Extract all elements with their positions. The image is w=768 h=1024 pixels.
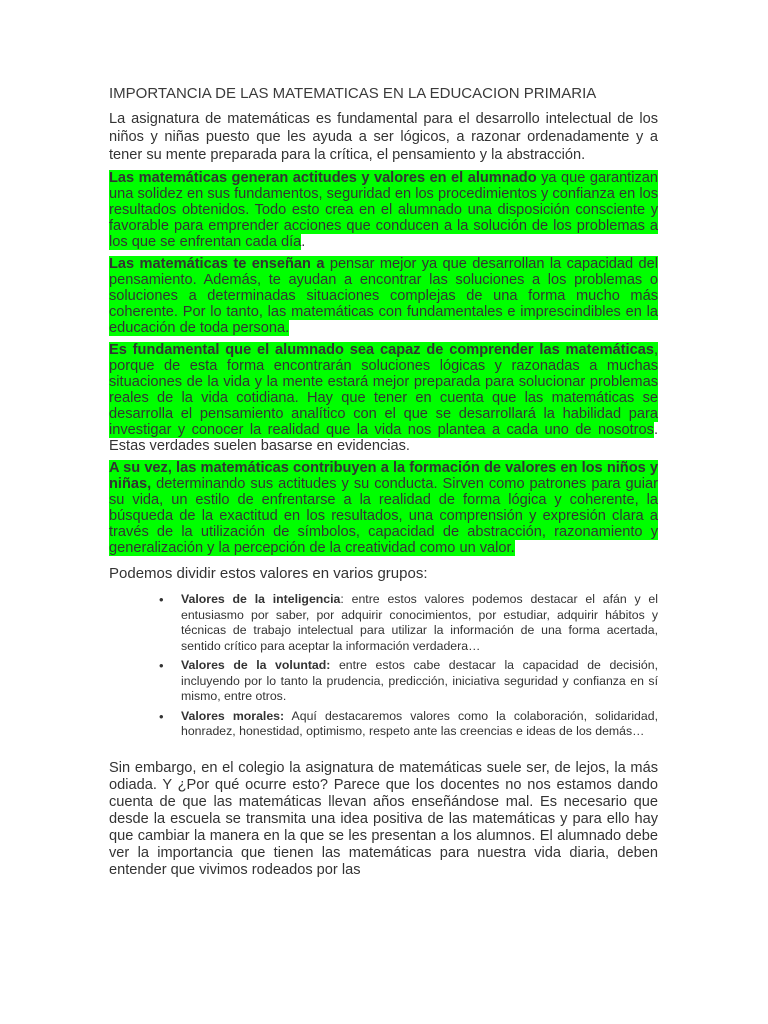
- highlighted-paragraph-3-bold: Es fundamental que el alumnado sea capaz de comprender las matemáticas: [109, 342, 654, 358]
- list-item: [159, 708, 658, 740]
- bullet-icon: •: [159, 708, 164, 724]
- list-item-text: Aquí destacaremos valores como la colaboración, solidaridad, honradez, honestidad, optimismo, respeto ante las creencias e ideas de los demás…: [181, 708, 658, 738]
- values-list: [109, 592, 658, 740]
- highlighted-paragraph-1-text: ya que garantizan una solidez en sus fundamentos, seguridad en los procedimientos y confianza en los resultados obtenidos. Todo esto crea en el alumnado una disposición consciente y favorable para emprender acciones que conducen a la solución de los problemas a los que se enfrentan cada día: [109, 170, 659, 250]
- document-title: IMPORTANCIA DE LAS MATEMATICAS EN LA EDUCACION PRIMARIA: [109, 85, 597, 102]
- highlighted-paragraph-2: [109, 256, 658, 336]
- highlighted-paragraph-1-bold: Las matemáticas generan actitudes y valores en el alumnado: [109, 170, 537, 186]
- values-subheading: Podemos dividir estos valores en varios grupos:: [109, 565, 428, 582]
- highlighted-paragraph-3-tail: . Estas verdades suelen basarse en evidencias.: [109, 422, 658, 454]
- list-item: [159, 658, 658, 705]
- list-item: [159, 592, 659, 654]
- bullet-icon: •: [159, 592, 164, 607]
- list-item-text: : entre estos valores podemos destacar el afán y el entusiasmo por saber, por adquirir conocimientos, por estudiar, adquirir hábitos y técnicas de trabajo intelectual para utilizar la información de una forma acertada, sentido crítico para aceptar la información verdadera…: [181, 592, 659, 653]
- bullet-icon: •: [159, 658, 164, 673]
- highlighted-paragraph-4-text: determinando sus actitudes y su conducta. Sirven como patrones para guiar su vida, un estilo de enfrentarse a la realidad de forma lógica y coherente, la búsqueda de la exactitud en los resultados, una comprensión y expresión clara a través de la utilización de símbolos, capacidad de abstracción, razonamiento y generalización y la percepción de la creatividad como un valor.: [109, 476, 658, 556]
- highlighted-paragraph-2-bold: Las matemáticas te enseñan a: [109, 256, 325, 272]
- list-item-bold: Valores morales:: [181, 708, 285, 723]
- highlighted-paragraph-3: [109, 342, 658, 454]
- highlighted-paragraph-1-tail: .: [301, 234, 306, 250]
- list-item-bold: Valores de la voluntad:: [181, 658, 331, 672]
- intro-paragraph: La asignatura de matemáticas es fundamental para el desarrollo intelectual de los niños y niñas puesto que les ayuda a ser lógicos, a razonar ordenadamente y a tener su mente preparada para la crítica, el pensamiento y la abstracción.: [109, 111, 658, 163]
- document-body: [109, 84, 658, 879]
- highlighted-paragraph-3-text: , porque de esta forma encontrarán soluciones lógicas y razonadas a muchas situaciones de la vida y la mente estará mejor preparada para solucionar problemas reales de la vida cotidiana. Hay que tener en cuenta que las matemáticas se desarrolla el pensamiento analítico con el que se desarrollará la habilidad para investigar y conocer la realidad que la vida nos plantea a cada uno de nosotros: [109, 342, 658, 438]
- highlighted-paragraph-2-text: pensar mejor ya que desarrollan la capacidad del pensamiento. Además, te ayudan a encontrar las soluciones a los problemas o soluciones a determinadas situaciones complejas de una forma mucho más coherente. Por lo tanto, las matemáticas con fundamentales e imprescindibles en la educación de toda persona.: [109, 256, 658, 336]
- highlighted-paragraph-1: [109, 170, 658, 250]
- closing-paragraph: Sin embargo, en el colegio la asignatura de matemáticas suele ser, de lejos, la más odiada. Y ¿Por qué ocurre esto? Parece que los docentes no nos estamos dando cuenta de que las matemáticas llevan años enseñándose mal. Es necesario que desde la escuela se transmita una idea positiva de las matemáticas y para ello hay que cambiar la manera en la que se les presentan a los alumnos. El alumnado debe ver la importancia que tienen las matemáticas para nuestra vida diaria, deben entender que vivimos rodeados por las: [109, 759, 658, 878]
- list-item-bold: Valores de la inteligencia: [181, 592, 341, 606]
- list-item-text: entre estos cabe destacar la capacidad de decisión, incluyendo por lo tanto la prudencia, predicción, iniciativa seguridad y confianza en sí mismo, entre otros.: [181, 658, 658, 703]
- highlighted-paragraph-4-bold: A su vez, las matemáticas contribuyen a la formación de valores en los niños y niñas,: [109, 460, 658, 492]
- highlighted-paragraph-4: [109, 460, 658, 556]
